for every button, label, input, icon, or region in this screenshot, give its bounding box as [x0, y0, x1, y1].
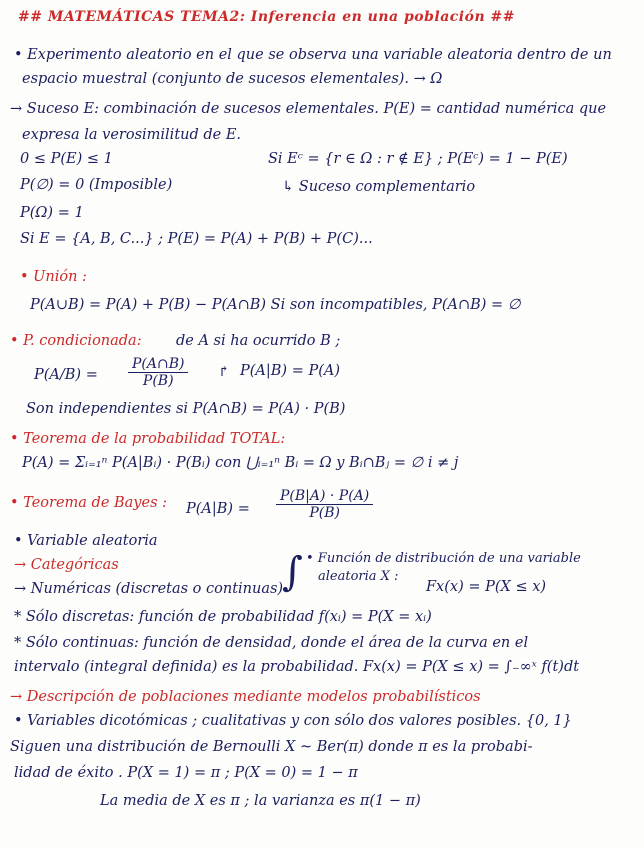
fraction-denominator: P(B)	[142, 373, 174, 389]
note-line: Fx(x) = P(X ≤ x)	[426, 579, 547, 595]
fraction-numerator: P(B|A) · P(A)	[276, 488, 373, 505]
note-line: espacio muestral (conjunto de sucesos elementales). → Ω	[22, 71, 443, 87]
section-heading: → Descripción de poblaciones mediante modelos probabilísticos	[10, 689, 481, 705]
note-line: aleatoria X :	[318, 569, 399, 584]
note-line: 0 ≤ P(E) ≤ 1	[20, 151, 113, 167]
note-line: • Función de distribución de una variable	[306, 551, 581, 566]
section-heading: • Variable aleatoria	[14, 533, 158, 549]
note-line: Si E = {A, B, C...} ; P(E) = P(A) + P(B) + P(C)...	[20, 231, 373, 247]
brace-icon: ∫	[282, 549, 303, 595]
section-heading: • Unión :	[20, 269, 87, 285]
note-line: P(Ω) = 1	[20, 205, 84, 221]
note-line: • Variables dicotómicas ; cualitativas y con sólo dos valores posibles. {0, 1}	[14, 713, 572, 729]
fraction-numerator: P(A∩B)	[128, 356, 188, 373]
note-line: * Sólo discretas: función de probabilidad f(xᵢ) = P(X = xᵢ)	[14, 609, 432, 625]
note-line: * Sólo continuas: función de densidad, donde el área de la curva en el	[14, 635, 529, 651]
fraction	[128, 356, 188, 389]
note-line: P(A∪B) = P(A) + P(B) − P(A∩B) Si son incompatibles, P(A∩B) = ∅	[30, 297, 521, 313]
fraction-denominator: P(B)	[309, 505, 340, 521]
note-line: expresa la verosimilitud de E.	[22, 127, 242, 143]
formula-lhs: P(A/B) =	[34, 367, 98, 383]
note-line: de A si ha ocurrido B ;	[176, 333, 341, 349]
note-line: Siguen una distribución de Bernoulli X ~ Ber(π) donde π es la probabi-	[10, 739, 533, 755]
note-line: intervalo (integral definida) es la probabilidad. Fx(x) = P(X ≤ x) = ∫₋∞ˣ f(t)dt	[14, 659, 580, 675]
section-heading: • Teorema de la probabilidad TOTAL:	[10, 431, 286, 447]
section-heading: • P. condicionada:	[10, 333, 142, 349]
note-line: La media de X es π ; la varianza es π(1 − π)	[100, 793, 421, 809]
list-item: → Categóricas	[14, 557, 119, 573]
section-heading: • Teorema de Bayes :	[10, 495, 168, 511]
note-line: → Suceso E: combinación de sucesos elementales. P(E) = cantidad numérica que	[10, 101, 607, 117]
formula-lhs: P(A|B) =	[186, 501, 250, 517]
note-line: Son independientes si P(A∩B) = P(A) · P(B)	[26, 401, 346, 417]
list-item: → Numéricas (discretas o continuas)	[14, 581, 284, 597]
note-line: • Experimento aleatorio en el que se observa una variable aleatoria dentro de un	[14, 47, 612, 63]
note-line: P(A) = Σᵢ₌₁ⁿ P(A|Bᵢ) · P(Bᵢ) con ⋃ᵢ₌₁ⁿ Bᵢ = Ω y Bᵢ∩Bⱼ = ∅ i ≠ j	[22, 455, 459, 471]
note-line: ↳ Suceso complementario	[282, 179, 476, 195]
fraction	[276, 488, 373, 521]
note-line: P(∅) = 0 (Imposible)	[20, 177, 173, 193]
note-line: lidad de éxito . P(X = 1) = π ; P(X = 0) = 1 − π	[14, 765, 358, 781]
note-line: P(A|B) = P(A)	[240, 363, 340, 379]
arrow-icon: ↱	[218, 364, 230, 380]
note-line: Si Eᶜ = {r ∈ Ω : r ∉ E} ; P(Eᶜ) = 1 − P(E)	[268, 151, 568, 167]
page-title: ## MATEMÁTICAS TEMA2: Inferencia en una población ##	[18, 9, 515, 25]
